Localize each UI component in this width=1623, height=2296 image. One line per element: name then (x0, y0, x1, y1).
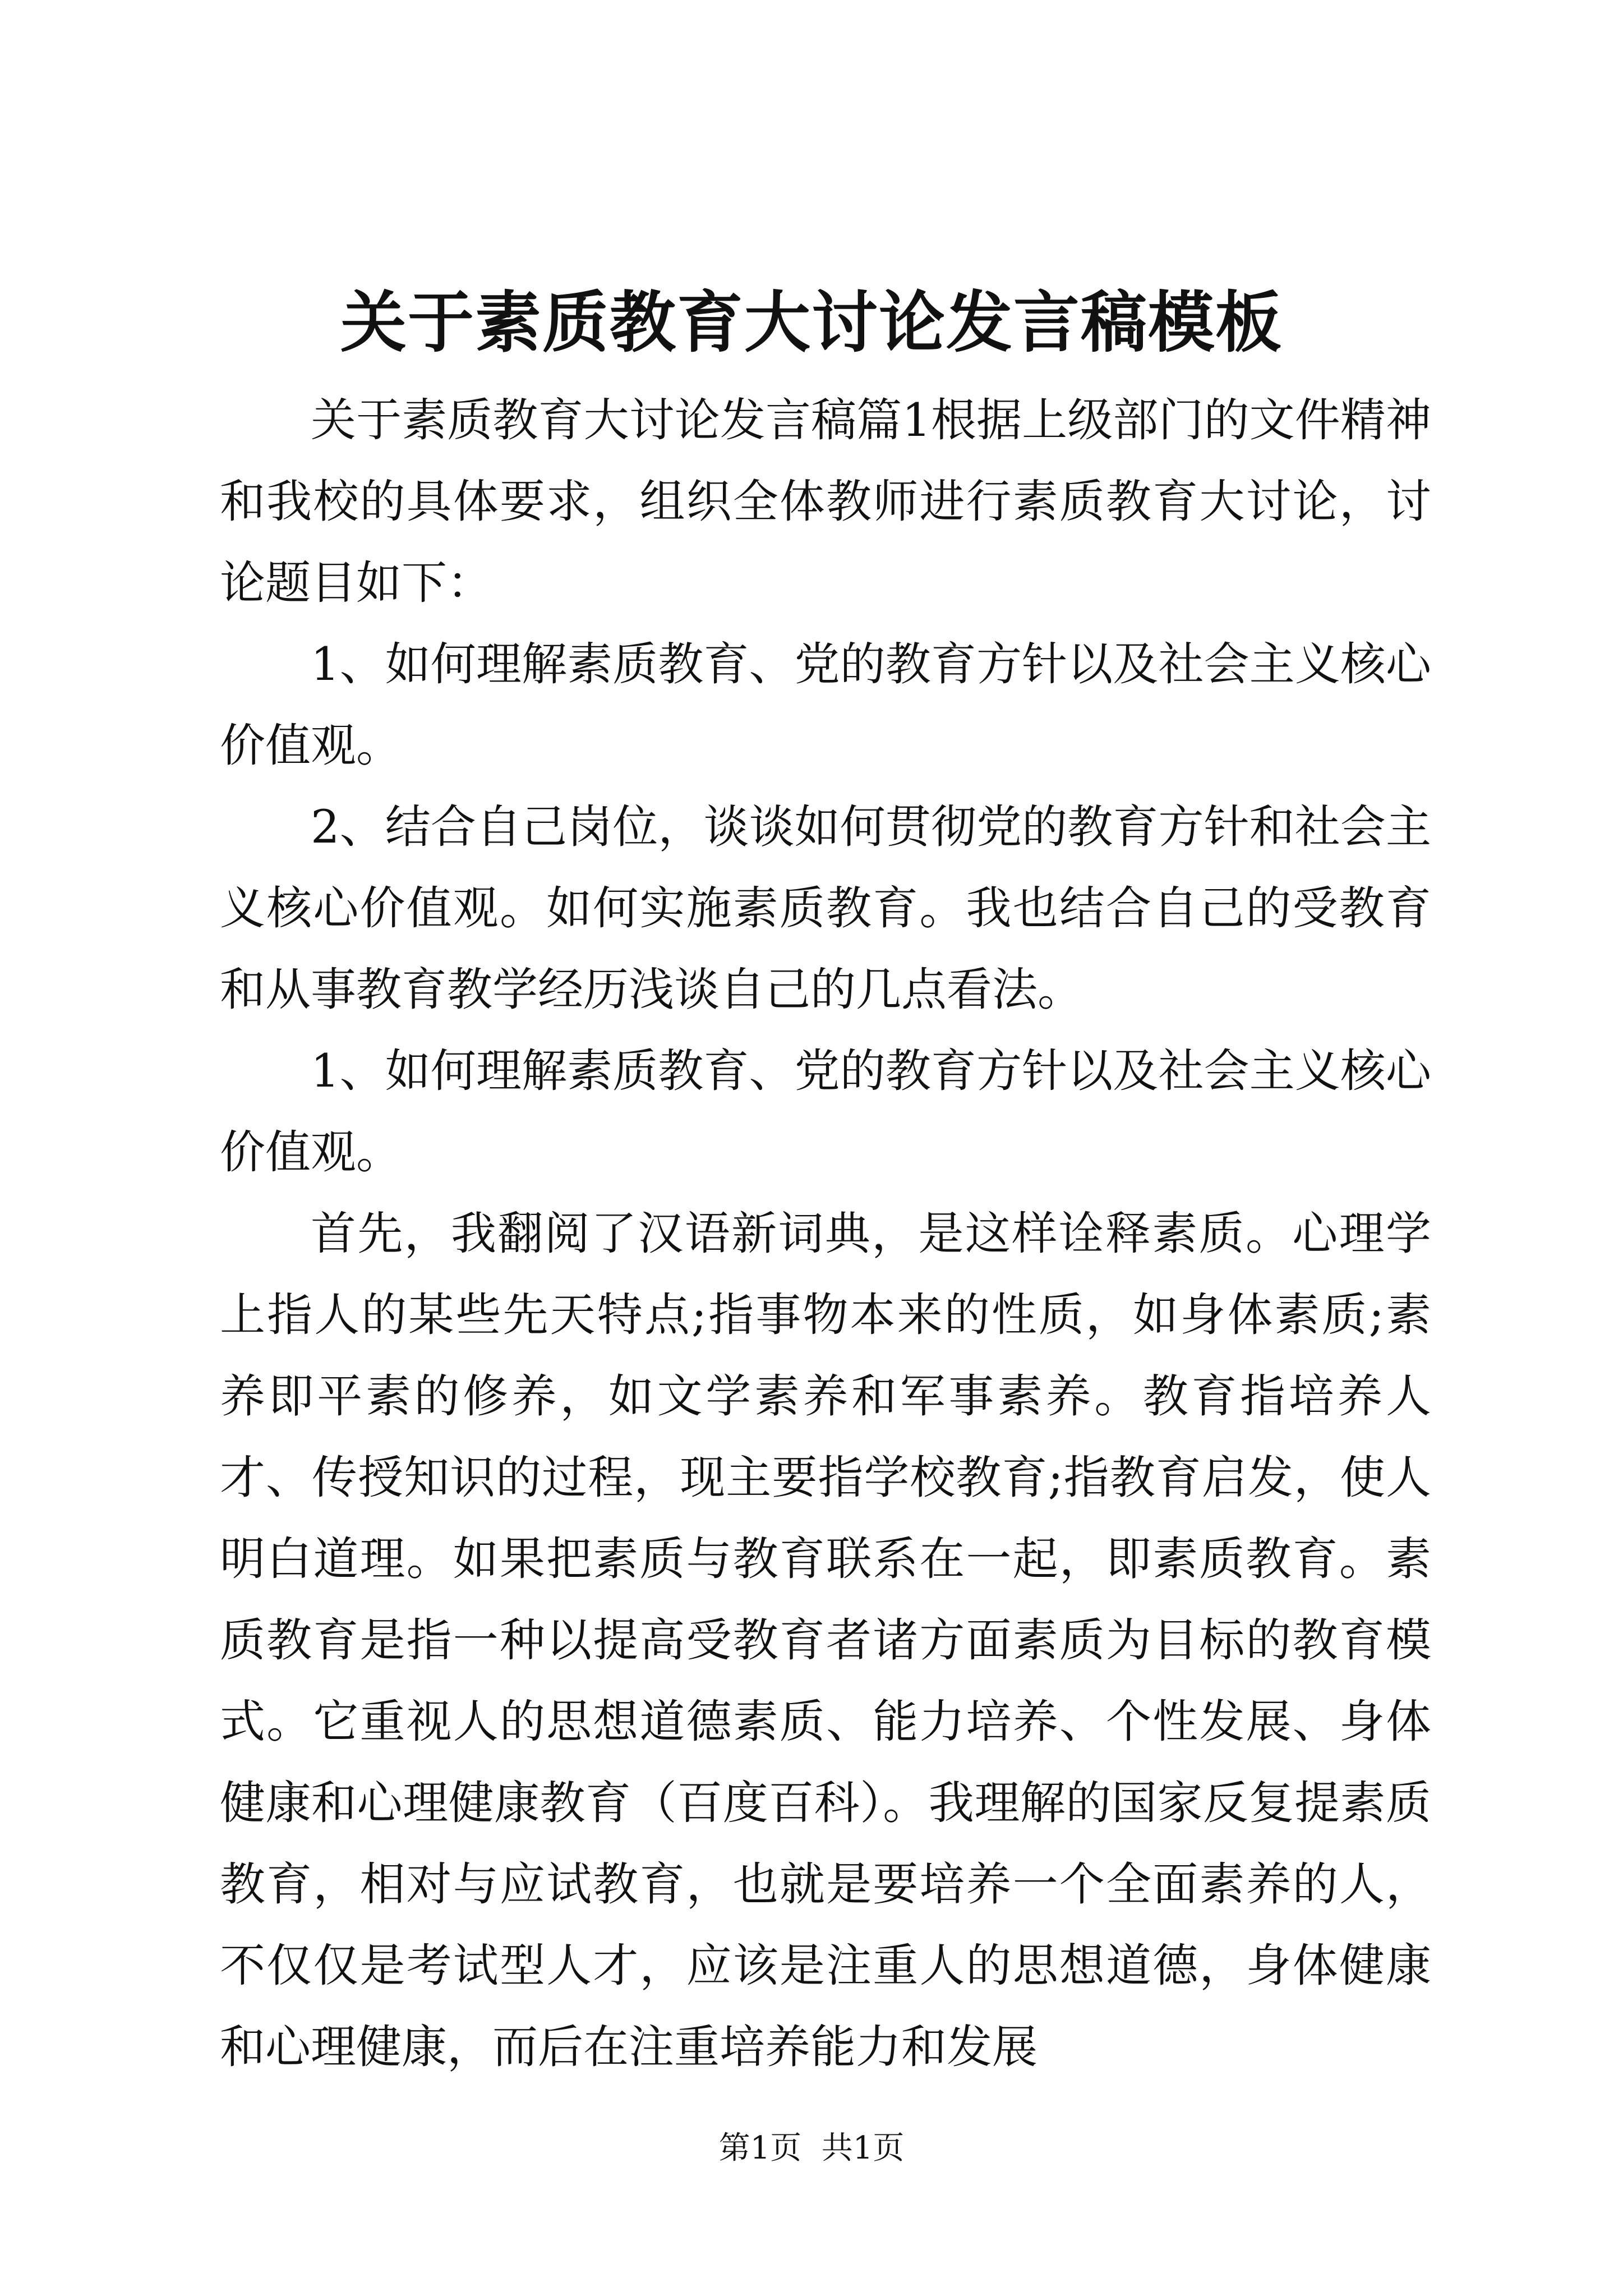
paragraph-main-text: 首先，我翻阅了汉语新词典，是这样诠释素质。心理学上指人的某些先天特点;指事物本来的性质，如身体素质;素养即平素的修养，如文学素养和军事素养。教育指培养人才、传授知识的过程，现主要指学校教育;指教育启发，使人明白道理。如果把素质与教育联系在一起，即素质教育。素质教育是指一种以提高受教育者诸方面素质为目标的教育模式。它重视人的思想道德素质、能力培养、个性发展、身体健康和心理健康教育（百度百科）。我理解的国家反复提素质教育，相对与应试教育，也就是要培养一个全面素养的人，不仅仅是考试型人才，应该是注重人的思想道德，身体健康和心理健康，而后在注重培养能力和发展 (220, 1208, 1431, 2074)
paragraph-section-heading: 1、如何理解素质教育、党的教育方针以及社会主义核心价值观。 (220, 1045, 1431, 1179)
paragraph-question-2: 2、结合自己岗位，谈谈如何贯彻党的教育方针和社会主义核心价值观。如何实施素质教育。我也结合自己的受教育和从事教育教学经历浅谈自己的几点看法。 (220, 801, 1431, 1016)
paragraph-intro: 关于素质教育大讨论发言稿篇1根据上级部门的文件精神和我校的具体要求，组织全体教师进行素质教育大讨论，讨论题目如下： (220, 394, 1431, 610)
page-footer (0, 2126, 1623, 2171)
paragraph-question-1: 1、如何理解素质教育、党的教育方针以及社会主义核心价值观。 (220, 638, 1431, 772)
document-title: 关于素质教育大讨论发言稿模板 (340, 283, 1283, 361)
document-body (220, 380, 1431, 2088)
page-number-label: 第1页 共1页 (718, 2130, 905, 2166)
